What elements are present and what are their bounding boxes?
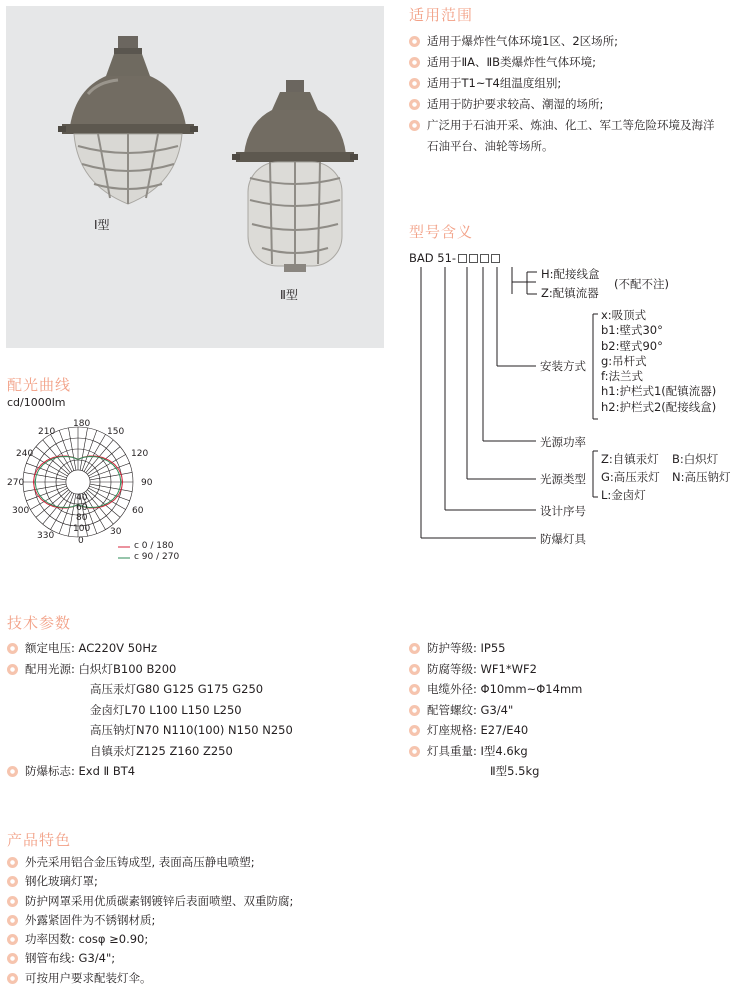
bullet-icon [7,973,18,984]
install-option: h2:护栏式2(配接线盒) [601,399,717,414]
bullet-icon [7,643,18,654]
tech-source-line: 高压汞灯G80 G125 G175 G250 [90,682,264,696]
power-label: 光源功率 [540,435,586,449]
tech-item: 灯座规格: E27/E40 [409,720,582,741]
angle-label-90: 90 [141,478,153,488]
scope-item: 适用于T1~T4组温度组别; [409,73,715,94]
install-option: x:吸顶式 [601,308,647,322]
bullet-icon [7,857,18,868]
model-h-box: H:配接线盒 [541,267,600,281]
model-z-ballast: Z:配镇流器 [541,286,599,300]
lamp-type1-label: Ⅰ型 [94,218,110,232]
type-g: G:高压汞灯 [601,470,660,484]
tech-source-line: 自镇汞灯Z125 Z160 Z250 [90,743,233,758]
features-list [7,853,293,988]
tech-weight-type2: Ⅱ型5.5kg [490,764,540,778]
bullet-icon [7,664,18,675]
design-label: 设计序号 [540,504,586,518]
tech-item: 防腐等级: WF1*WF2 [409,659,582,680]
bullet-icon [409,643,420,654]
angle-label-240: 240 [16,449,34,459]
angle-label-330: 330 [37,531,55,541]
angle-label-270: 270 [7,478,25,488]
angle-label-180: 180 [73,419,91,429]
scope-item: 适用于ⅡA、ⅡB类爆炸性气体环境; [409,52,715,73]
polar-grid-spoke [59,430,74,470]
tech-left-list [7,638,293,782]
bullet-icon [409,746,420,757]
feature-item: 外露紧固件为不锈钢材质; [7,911,293,930]
install-option: h1:护栏式1(配镇流器) [601,384,717,399]
tech-item: 配管螺纹: G3/4" [409,700,582,721]
tech-item-light-source: 配用光源: 白炽灯B100 B200 [7,659,293,680]
tech-title: 技术参数 [7,614,72,632]
polar-grid-spoke [26,486,66,501]
model-no-note: (不配不注) [614,277,669,291]
bullet-icon [7,934,18,945]
model-title: 型号含义 [409,223,474,241]
bullet-icon [7,896,18,907]
tech-item: 灯具重量: Ⅰ型4.6kg [409,741,582,762]
legend-c0: c 0 / 180 [134,541,174,551]
bullet-icon [409,725,420,736]
scope-item: 广泛用于石油开采、炼油、化工、军工等危险环境及海洋 [409,115,715,136]
tech-item-explosion-mark: 防爆标志: Exd Ⅱ BT4 [7,761,293,782]
scope-item-continuation: 石油平台、油轮等场所。 [427,139,554,153]
angle-label-0: 0 [78,536,84,546]
feature-item: 钢化玻璃灯罩; [7,872,293,891]
lamp-type2-label: Ⅱ型 [280,288,298,302]
polar-grid-spoke [59,493,74,533]
features-title: 产品特色 [7,831,72,849]
feature-item: 可按用户要求配装灯伞。 [7,969,293,988]
legend-c90: c 90 / 270 [134,552,180,562]
type-b: B:白炽灯 [672,452,719,466]
polar-grid-ring [66,470,90,494]
scope-title: 适用范围 [409,6,474,24]
radial-label-100: 100 [73,524,91,534]
bullet-icon [409,664,420,675]
bullet-icon [409,705,420,716]
tech-source-line: 金卤灯L70 L100 L150 L250 [90,702,242,717]
angle-label-120: 120 [131,449,149,459]
radial-label-80: 80 [76,513,88,523]
curve-title: 配光曲线 [7,376,72,394]
feature-item: 功率因数: cosφ ≥0.90; [7,930,293,949]
install-option: g:吊杆式 [601,353,647,368]
bullet-icon [7,876,18,887]
install-label: 安装方式 [540,359,586,373]
install-option: b2:壁式90° [601,338,663,353]
type-n: N:高压钠灯 [672,470,731,484]
install-option: f:法兰式 [601,369,644,384]
tech-item-voltage: 额定电压: AC220V 50Hz [7,638,293,659]
curve-unit: cd/1000lm [7,396,66,409]
type-z: Z:自镇汞灯 [601,452,659,466]
product-label: 防爆灯具 [540,532,586,546]
angle-label-210: 210 [38,427,56,437]
feature-item: 外壳采用铝合金压铸成型, 表面高压静电喷塑; [7,853,293,872]
model-code: BAD 51- [409,251,500,265]
angle-label-150: 150 [107,427,125,437]
feature-item: 防护网罩采用优质碳素钢镀锌后表面喷塑、双重防腐; [7,892,293,911]
angle-label-60: 60 [132,506,144,516]
bullet-icon [7,915,18,926]
scope-item: 适用于防护要求较高、潮湿的场所; [409,94,715,115]
bullet-icon [7,766,18,777]
tech-item: 防护等级: IP55 [409,638,582,659]
angle-label-30: 30 [110,527,122,537]
polar-grid-spoke [82,430,97,470]
radial-label-60: 60 [76,503,88,513]
tech-right-list [409,638,582,782]
type-l: L:金卤灯 [601,488,646,502]
scope-item: 适用于爆炸性气体环境1区、2区场所; [409,31,715,52]
polar-grid-spoke [89,486,129,501]
bullet-icon [409,684,420,695]
tech-item: 电缆外径: Φ10mm~Φ14mm [409,679,582,700]
radial-label-40: 40 [76,493,88,503]
install-option: b1:壁式30° [601,323,663,338]
source-type-label: 光源类型 [540,472,586,486]
polar-grid-spoke [89,463,129,478]
angle-label-300: 300 [12,506,30,516]
polar-grid-spoke [26,463,66,478]
bullet-icon [7,953,18,964]
tech-source-line: 高压钠灯N70 N110(100) N150 N250 [90,723,293,737]
feature-item: 钢管布线: G3/4"; [7,949,293,968]
